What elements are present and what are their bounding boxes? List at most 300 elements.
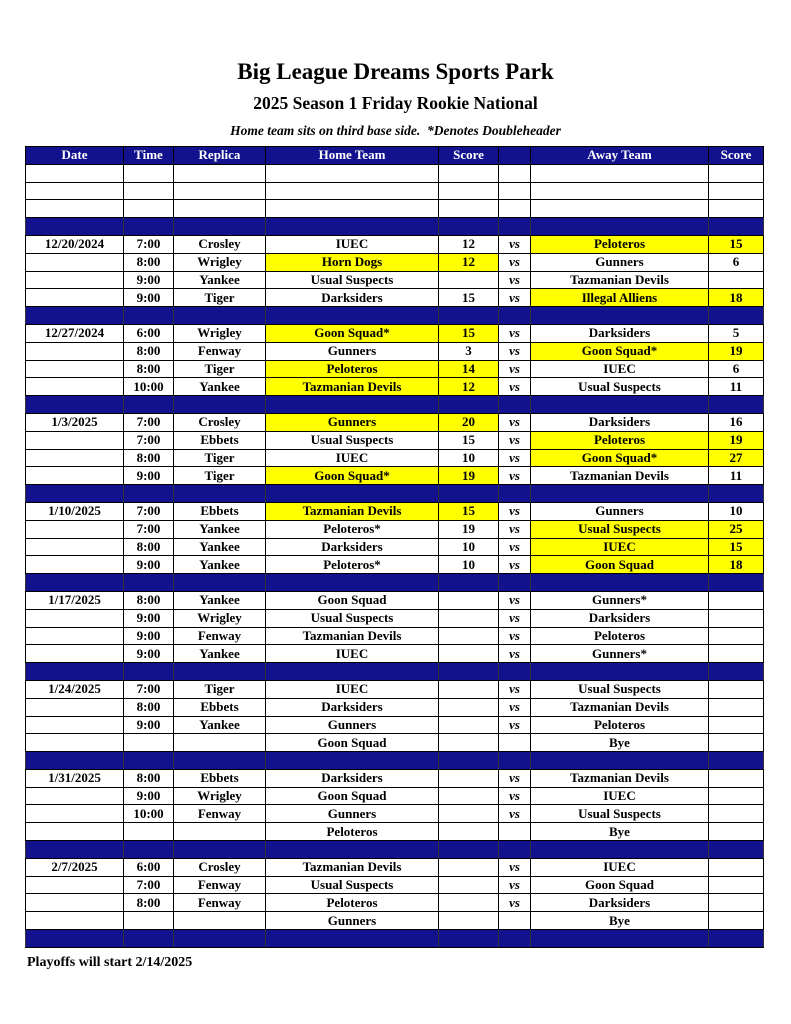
time-cell: 9:00 (124, 289, 174, 307)
home-score-cell: 12 (439, 378, 499, 396)
column-header-time: Time (124, 147, 174, 165)
date-cell (26, 645, 124, 663)
date-cell (26, 805, 124, 823)
game-row (26, 876, 764, 894)
away-score-cell (709, 894, 764, 912)
replica-cell: Wrigley (174, 609, 266, 627)
separator-cell (531, 218, 709, 236)
home-score-cell: 19 (439, 520, 499, 538)
home-team-cell: Usual Suspects (266, 609, 439, 627)
away-score-cell (709, 805, 764, 823)
date-cell (26, 538, 124, 556)
replica-cell: Fenway (174, 342, 266, 360)
empty-cell (499, 182, 531, 200)
vs-cell: vs (499, 467, 531, 485)
separator-cell (124, 663, 174, 681)
home-score-cell (439, 698, 499, 716)
game-row (26, 805, 764, 823)
time-cell: 7:00 (124, 502, 174, 520)
home-team-cell: Tazmanian Devils (266, 858, 439, 876)
separator-cell (26, 307, 124, 325)
game-row (26, 324, 764, 342)
home-team-cell: Tazmanian Devils (266, 378, 439, 396)
empty-cell (26, 200, 124, 218)
column-header-date: Date (26, 147, 124, 165)
home-score-cell (439, 645, 499, 663)
away-team-cell: IUEC (531, 538, 709, 556)
away-team-cell: Illegal Alliens (531, 289, 709, 307)
date-cell (26, 342, 124, 360)
home-team-cell: Usual Suspects (266, 876, 439, 894)
time-cell: 8:00 (124, 253, 174, 271)
away-team-cell: Bye (531, 912, 709, 930)
replica-cell (174, 734, 266, 752)
away-team-cell: Darksiders (531, 413, 709, 431)
date-cell: 1/31/2025 (26, 769, 124, 787)
replica-cell: Ebbets (174, 502, 266, 520)
away-score-cell (709, 912, 764, 930)
away-team-cell: Tazmanian Devils (531, 769, 709, 787)
home-team-cell: IUEC (266, 235, 439, 253)
separator-cell (709, 930, 764, 948)
empty-cell (26, 164, 124, 182)
home-score-cell: 10 (439, 538, 499, 556)
separator-cell (531, 574, 709, 592)
home-score-cell: 15 (439, 289, 499, 307)
column-header-away-team: Away Team (531, 147, 709, 165)
time-cell: 8:00 (124, 769, 174, 787)
separator-cell (439, 396, 499, 414)
time-cell: 7:00 (124, 431, 174, 449)
date-cell: 12/27/2024 (26, 324, 124, 342)
away-score-cell: 16 (709, 413, 764, 431)
date-cell: 1/3/2025 (26, 413, 124, 431)
vs-cell: vs (499, 520, 531, 538)
separator-cell (26, 663, 124, 681)
separator-cell (124, 930, 174, 948)
date-cell (26, 467, 124, 485)
date-cell: 12/20/2024 (26, 235, 124, 253)
time-cell: 8:00 (124, 698, 174, 716)
replica-cell: Yankee (174, 591, 266, 609)
away-team-cell: Goon Squad (531, 876, 709, 894)
away-score-cell (709, 876, 764, 894)
replica-cell: Wrigley (174, 787, 266, 805)
home-team-cell: Gunners (266, 912, 439, 930)
away-score-cell: 15 (709, 538, 764, 556)
vs-cell: vs (499, 449, 531, 467)
time-cell: 8:00 (124, 449, 174, 467)
game-row (26, 235, 764, 253)
empty-cell (531, 164, 709, 182)
time-cell: 7:00 (124, 520, 174, 538)
game-row (26, 502, 764, 520)
home-score-cell: 15 (439, 324, 499, 342)
game-row (26, 360, 764, 378)
away-team-cell: Gunners (531, 502, 709, 520)
home-score-cell (439, 591, 499, 609)
home-score-cell: 12 (439, 253, 499, 271)
vs-cell: vs (499, 645, 531, 663)
away-score-cell (709, 734, 764, 752)
time-cell: 8:00 (124, 894, 174, 912)
empty-cell (26, 182, 124, 200)
game-row (26, 912, 764, 930)
separator-cell (531, 841, 709, 859)
separator-cell (709, 574, 764, 592)
separator-cell (26, 485, 124, 503)
column-header-away-score: Score (709, 147, 764, 165)
game-row (26, 645, 764, 663)
separator-cell (531, 396, 709, 414)
replica-cell: Crosley (174, 235, 266, 253)
home-team-cell: Darksiders (266, 769, 439, 787)
home-score-cell: 10 (439, 449, 499, 467)
away-score-cell (709, 591, 764, 609)
vs-cell: vs (499, 253, 531, 271)
away-team-cell: Tazmanian Devils (531, 271, 709, 289)
time-cell: 6:00 (124, 324, 174, 342)
time-cell: 8:00 (124, 360, 174, 378)
home-score-cell (439, 271, 499, 289)
vs-cell (499, 734, 531, 752)
separator-cell (439, 485, 499, 503)
separator-cell (709, 218, 764, 236)
separator-cell (124, 752, 174, 770)
replica-cell: Yankee (174, 556, 266, 574)
vs-cell: vs (499, 591, 531, 609)
date-cell (26, 823, 124, 841)
vs-cell: vs (499, 324, 531, 342)
time-cell: 9:00 (124, 609, 174, 627)
column-header-vs (499, 147, 531, 165)
replica-cell: Yankee (174, 716, 266, 734)
date-cell (26, 271, 124, 289)
separator-cell (174, 663, 266, 681)
separator-cell (439, 752, 499, 770)
away-score-cell (709, 627, 764, 645)
away-score-cell: 18 (709, 556, 764, 574)
empty-cell (709, 164, 764, 182)
vs-cell: vs (499, 431, 531, 449)
date-cell (26, 360, 124, 378)
game-row (26, 734, 764, 752)
away-score-cell: 19 (709, 342, 764, 360)
home-score-cell: 12 (439, 235, 499, 253)
game-row (26, 716, 764, 734)
vs-cell: vs (499, 787, 531, 805)
vs-cell: vs (499, 769, 531, 787)
separator-cell (266, 574, 439, 592)
separator-cell (709, 396, 764, 414)
vs-cell: vs (499, 716, 531, 734)
home-team-cell: Gunners (266, 413, 439, 431)
time-cell: 9:00 (124, 787, 174, 805)
away-score-cell (709, 823, 764, 841)
replica-cell: Fenway (174, 876, 266, 894)
replica-cell: Ebbets (174, 431, 266, 449)
home-team-cell: Peloteros* (266, 520, 439, 538)
empty-cell (499, 200, 531, 218)
empty-cell (124, 182, 174, 200)
home-team-cell: Peloteros (266, 894, 439, 912)
date-cell: 1/24/2025 (26, 680, 124, 698)
separator-cell (174, 841, 266, 859)
home-team-cell: Peloteros (266, 823, 439, 841)
away-score-cell (709, 609, 764, 627)
empty-cell (499, 164, 531, 182)
separator-cell (709, 307, 764, 325)
home-score-cell (439, 787, 499, 805)
home-team-cell: IUEC (266, 680, 439, 698)
empty-cell (266, 164, 439, 182)
separator-cell (174, 930, 266, 948)
away-score-cell: 18 (709, 289, 764, 307)
vs-cell: vs (499, 556, 531, 574)
game-row (26, 538, 764, 556)
page-subtitle: 2025 Season 1 Friday Rookie National (253, 93, 538, 113)
time-cell: 7:00 (124, 876, 174, 894)
home-team-cell: Horn Dogs (266, 253, 439, 271)
away-score-cell (709, 716, 764, 734)
date-cell: 1/17/2025 (26, 591, 124, 609)
away-team-cell: Peloteros (531, 627, 709, 645)
separator-cell (26, 930, 124, 948)
separator-cell (174, 574, 266, 592)
time-cell: 9:00 (124, 716, 174, 734)
time-cell: 8:00 (124, 342, 174, 360)
replica-cell: Wrigley (174, 324, 266, 342)
home-score-cell: 3 (439, 342, 499, 360)
home-team-cell: Goon Squad (266, 787, 439, 805)
time-cell: 9:00 (124, 467, 174, 485)
time-cell: 9:00 (124, 271, 174, 289)
replica-cell: Yankee (174, 520, 266, 538)
away-score-cell: 15 (709, 235, 764, 253)
away-team-cell: Peloteros (531, 431, 709, 449)
away-team-cell: Gunners* (531, 645, 709, 663)
vs-cell: vs (499, 805, 531, 823)
away-team-cell: Gunners* (531, 591, 709, 609)
away-score-cell: 11 (709, 378, 764, 396)
vs-cell: vs (499, 360, 531, 378)
date-cell (26, 378, 124, 396)
away-team-cell: Goon Squad (531, 556, 709, 574)
empty-cell (439, 182, 499, 200)
vs-cell: vs (499, 627, 531, 645)
empty-cell (174, 164, 266, 182)
separator-cell (499, 663, 531, 681)
playoffs-note: Playoffs will start 2/14/2025 (27, 954, 193, 970)
empty-cell (709, 182, 764, 200)
replica-cell: Crosley (174, 413, 266, 431)
away-score-cell (709, 858, 764, 876)
home-score-cell (439, 805, 499, 823)
away-score-cell: 6 (709, 360, 764, 378)
date-cell (26, 289, 124, 307)
separator-cell (709, 485, 764, 503)
home-team-cell: Goon Squad* (266, 324, 439, 342)
separator-cell (439, 841, 499, 859)
away-score-cell: 5 (709, 324, 764, 342)
replica-cell: Tiger (174, 360, 266, 378)
game-row (26, 680, 764, 698)
replica-cell: Tiger (174, 680, 266, 698)
game-row (26, 787, 764, 805)
home-score-cell (439, 716, 499, 734)
date-cell (26, 609, 124, 627)
separator-cell (531, 663, 709, 681)
vs-cell: vs (499, 413, 531, 431)
home-score-cell: 14 (439, 360, 499, 378)
home-team-cell: Goon Squad (266, 591, 439, 609)
date-cell (26, 627, 124, 645)
empty-cell (174, 200, 266, 218)
vs-cell: vs (499, 538, 531, 556)
date-cell (26, 912, 124, 930)
game-row (26, 556, 764, 574)
date-cell (26, 876, 124, 894)
replica-cell (174, 912, 266, 930)
separator-cell (439, 930, 499, 948)
date-cell (26, 787, 124, 805)
separator-cell (124, 841, 174, 859)
time-cell: 8:00 (124, 538, 174, 556)
replica-cell: Wrigley (174, 253, 266, 271)
separator-cell (709, 752, 764, 770)
separator-cell (439, 218, 499, 236)
away-team-cell: IUEC (531, 360, 709, 378)
separator-cell (266, 663, 439, 681)
replica-cell: Tiger (174, 467, 266, 485)
game-row (26, 378, 764, 396)
home-score-cell (439, 680, 499, 698)
game-row (26, 520, 764, 538)
away-team-cell: Peloteros (531, 716, 709, 734)
time-cell (124, 823, 174, 841)
separator-cell (174, 752, 266, 770)
empty-cell (124, 164, 174, 182)
empty-cell (124, 200, 174, 218)
away-team-cell: Goon Squad* (531, 342, 709, 360)
away-score-cell (709, 769, 764, 787)
home-score-cell (439, 823, 499, 841)
home-score-cell: 10 (439, 556, 499, 574)
empty-cell (439, 164, 499, 182)
game-row (26, 858, 764, 876)
separator-cell (266, 485, 439, 503)
separator-cell (499, 841, 531, 859)
date-cell (26, 431, 124, 449)
replica-cell: Tiger (174, 449, 266, 467)
separator-cell (531, 485, 709, 503)
game-row (26, 342, 764, 360)
separator-cell (499, 218, 531, 236)
away-team-cell: IUEC (531, 787, 709, 805)
separator-cell (266, 396, 439, 414)
separator-cell (499, 396, 531, 414)
date-cell (26, 698, 124, 716)
separator-cell (499, 307, 531, 325)
separator-cell (174, 485, 266, 503)
home-score-cell (439, 627, 499, 645)
game-row (26, 289, 764, 307)
home-score-cell: 15 (439, 431, 499, 449)
separator-cell (26, 841, 124, 859)
empty-cell (531, 200, 709, 218)
game-row (26, 449, 764, 467)
home-team-cell: Tazmanian Devils (266, 502, 439, 520)
game-row (26, 698, 764, 716)
replica-cell: Fenway (174, 805, 266, 823)
home-score-cell (439, 876, 499, 894)
away-team-cell: Darksiders (531, 894, 709, 912)
vs-cell: vs (499, 235, 531, 253)
separator-cell (531, 930, 709, 948)
empty-cell (531, 182, 709, 200)
away-score-cell: 25 (709, 520, 764, 538)
vs-cell: vs (499, 680, 531, 698)
game-row (26, 253, 764, 271)
away-team-cell: Tazmanian Devils (531, 467, 709, 485)
vs-cell: vs (499, 378, 531, 396)
replica-cell: Ebbets (174, 698, 266, 716)
date-cell (26, 734, 124, 752)
time-cell: 9:00 (124, 627, 174, 645)
time-cell: 9:00 (124, 556, 174, 574)
separator-cell (499, 485, 531, 503)
date-cell: 1/10/2025 (26, 502, 124, 520)
separator-cell (531, 752, 709, 770)
date-cell (26, 556, 124, 574)
game-row (26, 467, 764, 485)
replica-cell: Yankee (174, 378, 266, 396)
home-team-cell: Peloteros* (266, 556, 439, 574)
vs-cell: vs (499, 698, 531, 716)
time-cell: 7:00 (124, 413, 174, 431)
separator-cell (174, 396, 266, 414)
home-team-cell: Usual Suspects (266, 431, 439, 449)
date-cell (26, 449, 124, 467)
home-score-cell (439, 609, 499, 627)
vs-cell (499, 823, 531, 841)
vs-cell: vs (499, 858, 531, 876)
vs-cell: vs (499, 342, 531, 360)
home-score-cell: 19 (439, 467, 499, 485)
home-team-cell: Darksiders (266, 698, 439, 716)
separator-cell (124, 307, 174, 325)
separator-cell (266, 307, 439, 325)
time-cell: 8:00 (124, 591, 174, 609)
separator-cell (124, 574, 174, 592)
home-team-cell: Darksiders (266, 538, 439, 556)
away-team-cell: Gunners (531, 253, 709, 271)
empty-cell (266, 182, 439, 200)
date-cell (26, 894, 124, 912)
separator-cell (124, 396, 174, 414)
vs-cell (499, 912, 531, 930)
replica-cell: Yankee (174, 271, 266, 289)
game-row (26, 431, 764, 449)
away-team-cell: Usual Suspects (531, 520, 709, 538)
home-score-cell (439, 912, 499, 930)
column-header-home-score: Score (439, 147, 499, 165)
date-cell: 2/7/2025 (26, 858, 124, 876)
replica-cell: Crosley (174, 858, 266, 876)
time-cell: 7:00 (124, 680, 174, 698)
separator-cell (439, 307, 499, 325)
away-score-cell (709, 271, 764, 289)
